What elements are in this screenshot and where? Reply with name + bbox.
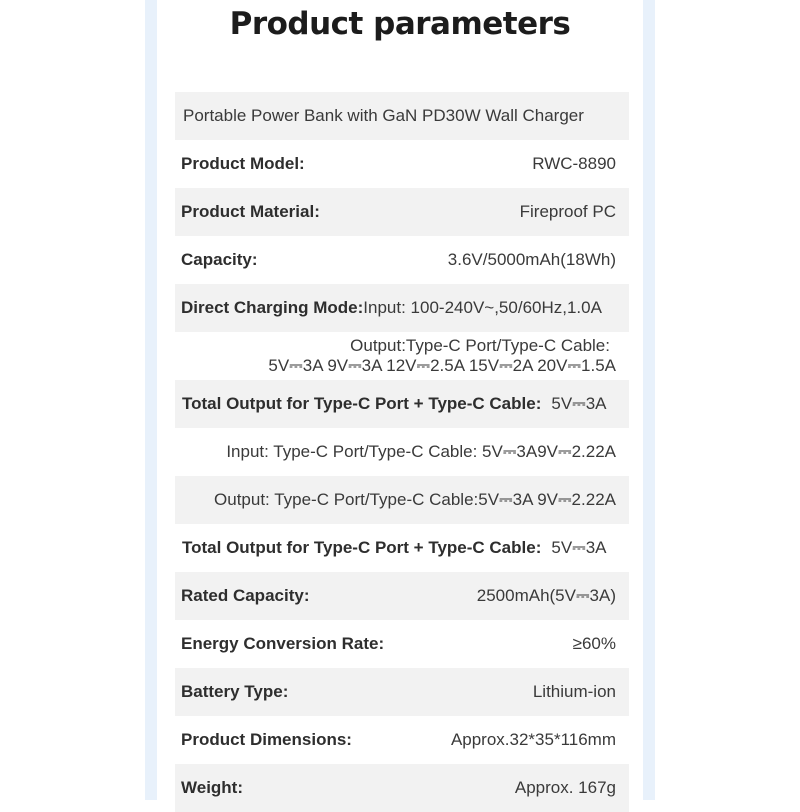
direct-charging-label: Direct Charging Mode: bbox=[181, 298, 364, 317]
direct-output-row bbox=[175, 332, 629, 380]
input-typec-row bbox=[175, 428, 629, 476]
model-row bbox=[175, 140, 629, 188]
rated-capacity-row bbox=[175, 572, 629, 620]
energy-conversion-value: ≥60% bbox=[572, 634, 616, 653]
rated-capacity-value: 2500mAh(5V⎓3A) bbox=[476, 586, 616, 605]
weight-row bbox=[175, 764, 629, 812]
material-row bbox=[175, 188, 629, 236]
energy-conversion-row bbox=[175, 620, 629, 668]
battery-type-value: Lithium-ion bbox=[532, 682, 616, 701]
material-value: Fireproof PC bbox=[519, 202, 616, 221]
model-label: Product Model: bbox=[181, 154, 305, 173]
dimensions-row bbox=[175, 716, 629, 764]
total-output-label-1: Total Output for Type-C Port + Type-C Cable: bbox=[182, 394, 542, 413]
total-output-label-2: Total Output for Type-C Port + Type-C Cable: bbox=[182, 538, 542, 557]
total-output-value-2: 5V⎓3A bbox=[551, 538, 607, 557]
battery-type-row bbox=[175, 668, 629, 716]
parameters-table bbox=[175, 92, 629, 812]
total-output-row-2 bbox=[175, 524, 629, 572]
output-typec-value: Output: Type-C Port/Type-C Cable:5V⎓3A 9V⎓2.22A bbox=[214, 490, 616, 509]
product-name-row bbox=[175, 92, 629, 140]
capacity-label: Capacity: bbox=[181, 250, 258, 269]
left-border-strip bbox=[145, 0, 157, 800]
output-typec-row bbox=[175, 476, 629, 524]
weight-label: Weight: bbox=[181, 778, 244, 797]
direct-output-line1: Output:Type-C Port/Type-C Cable: bbox=[350, 336, 610, 355]
page-title: Product parameters bbox=[229, 6, 571, 42]
dimensions-value: Approx.32*35*116mm bbox=[450, 730, 616, 749]
total-output-row-1 bbox=[175, 380, 629, 428]
material-label: Product Material: bbox=[181, 202, 320, 221]
rated-capacity-label: Rated Capacity: bbox=[181, 586, 310, 605]
direct-charging-value: Input: 100-240V~,50/60Hz,1.0A bbox=[363, 298, 602, 317]
total-output-value-1: 5V⎓3A bbox=[551, 394, 607, 413]
capacity-value: 3.6V/5000mAh(18Wh) bbox=[447, 250, 616, 269]
capacity-row bbox=[175, 236, 629, 284]
battery-type-label: Battery Type: bbox=[181, 682, 289, 701]
energy-conversion-label: Energy Conversion Rate: bbox=[181, 634, 385, 653]
product-name: Portable Power Bank with GaN PD30W Wall Charger bbox=[183, 106, 584, 125]
direct-charging-row bbox=[175, 284, 629, 332]
model-value: RWC-8890 bbox=[532, 154, 616, 173]
direct-output-line2: 5V⎓3A 9V⎓3A 12V⎓2.5A 15V⎓2A 20V⎓1.5A bbox=[268, 356, 616, 375]
right-border-strip bbox=[643, 0, 655, 800]
weight-value: Approx. 167g bbox=[514, 778, 616, 797]
input-typec-value: Input: Type-C Port/Type-C Cable: 5V⎓3A9V⎓2.22A bbox=[226, 442, 616, 461]
dimensions-label: Product Dimensions: bbox=[181, 730, 352, 749]
